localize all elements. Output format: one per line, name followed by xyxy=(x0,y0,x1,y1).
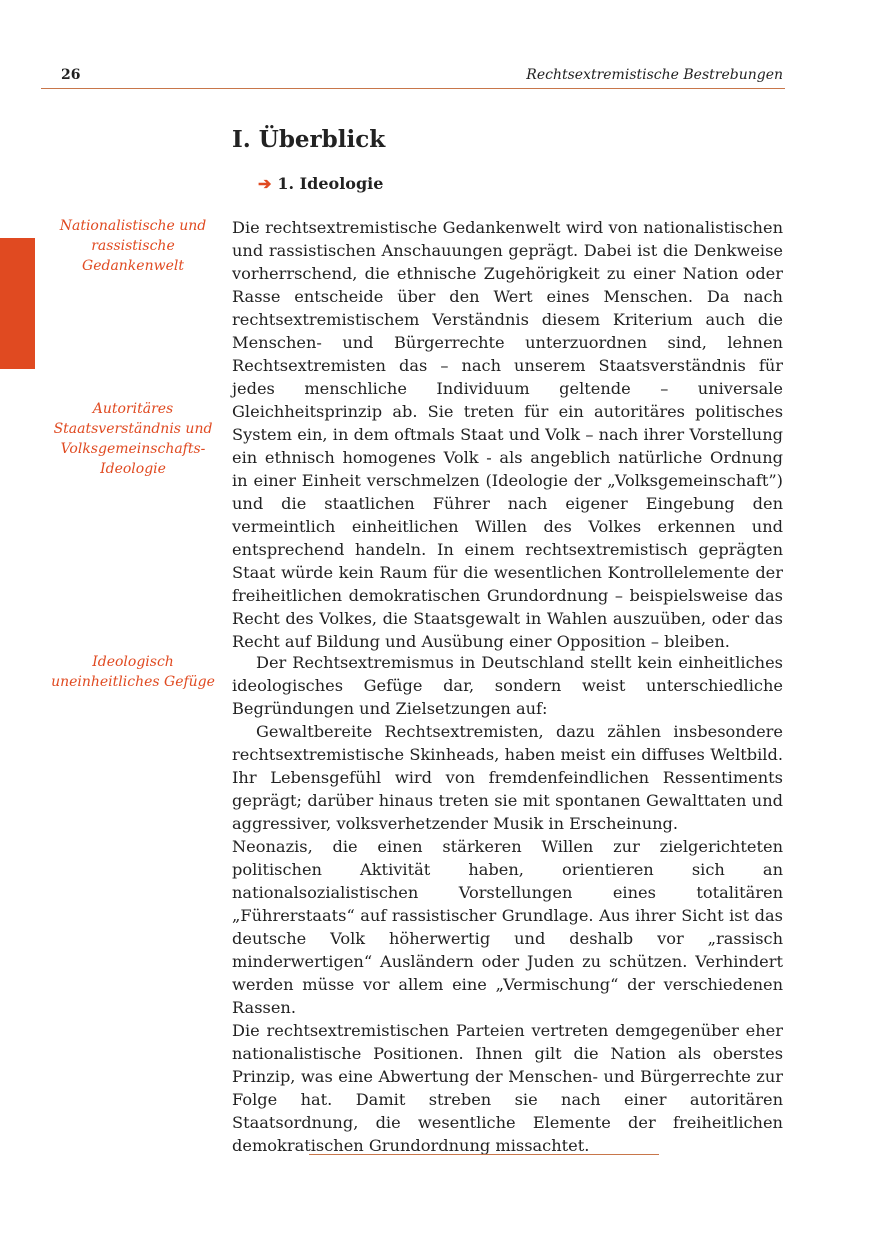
paragraph-ideology-overview: Die rechtsextremistische Gedankenwelt wird von nationalistischen und rassistischen Anschauungen geprägt. Dabei ist die Denkweise vorherrschend, die ethnische Zugehörigkeit zu einer Nation oder Rasse entscheide über den Wert eines Menschen. Da nach rechtsextremistischem Verständnis diesem Kriterium auch die Menschen- und Bürgerrechte unterzuordnen sind, lehnen Rechtsextremisten das – nach unserem Staatsverständnis für jedes menschliche Individuum geltende – universale Gleichheitsprinzip ab. Sie treten für ein autoritäres politisches System ein, in dem oftmals Staat und Volk – nach ihrer Vorstellung ein ethnisch homogenes Volk - als angeblich natürliche Ordnung in einer Einheit verschmelzen (Ideologie der „Volksgemeinschaft”) und die staatlichen Führer nach eigener Eingebung den vermeintlich einheitlichen Willen des Volkes erkennen und entsprechend handeln. In einem rechtsextremistisch geprägten Staat würde kein Raum für die wesentlichen Kontrollelemente der freiheitlichen demokratischen Grundordnung – beispielsweise das Recht des Volkes, die Staatsgewalt in Wahlen auszuüben, oder das Recht auf Bildung und Ausübung einer Opposition – bleiben. xyxy=(232,218,783,651)
section-title: I. Überblick xyxy=(232,126,386,153)
footer-rule xyxy=(309,1154,659,1155)
page-number: 26 xyxy=(61,67,81,83)
paragraph-violent-extremists: Gewaltbereite Rechtsextremisten, dazu zählen insbesondere rechtsextremistische Skinheads, haben meist ein diffuses Weltbild. Ihr Lebensgefühl wird von fremdenfeindlichen Ressentiments geprägt; darüber hinaus treten sie mit spontanen Gewalttaten und aggressiver, volksverhetzender Musik in Erscheinung. xyxy=(232,722,783,833)
body-block-2 xyxy=(232,651,783,1157)
margin-note-nationalist: Nationalistische und rassistische Gedankenwelt xyxy=(59,218,207,274)
header-rule xyxy=(41,88,785,89)
arrow-right-icon: ➔ xyxy=(258,174,272,193)
subsection-heading xyxy=(258,174,383,193)
paragraph-neonazis: Neonazis, die einen stärkeren Willen zur zielgerichteten politischen Aktivität haben, orientieren sich an nationalsozialistischen Vorstellungen eines totalitären „Führerstaats“ auf rassistischer Grundlage. Aus ihrer Sicht ist das deutsche Volk höherwertig und deshalb vor „rassisch minderwertigen“ Ausländern oder Juden zu schützen. Verhindert werden müsse vor allem eine „Vermischung“ der verschiedenen Rassen. xyxy=(232,837,783,1017)
margin-note-ideological: Ideologisch uneinheitliches Gefüge xyxy=(51,654,215,690)
subsection-title: 1. Ideologie xyxy=(277,174,384,193)
paragraph-intro-heterogeneous: Der Rechtsextremismus in Deutschland stellt kein einheitliches ideologisches Gefüge dar, sondern weist unterschiedliche Begründungen und Zielsetzungen auf: xyxy=(232,653,783,718)
running-title: Rechtsextremistische Bestrebungen xyxy=(526,67,783,83)
body-block-1 xyxy=(232,216,783,653)
paragraph-parties: Die rechtsextremistischen Parteien vertreten demgegenüber eher nationalistische Positionen. Ihnen gilt die Nation als oberstes Prinzip, was eine Abwertung der Menschen- und Bürgerrechte zur Folge hat. Damit streben sie nach einer autoritären Staatsordnung, die wesentliche Elemente der freiheitlichen demokratischen Grundordnung missachtet. xyxy=(232,1021,783,1155)
chapter-side-tab xyxy=(0,238,35,369)
margin-note-authoritarian: Autoritäres Staatsverständnis und Volksgemeinschafts-Ideologie xyxy=(53,401,213,477)
